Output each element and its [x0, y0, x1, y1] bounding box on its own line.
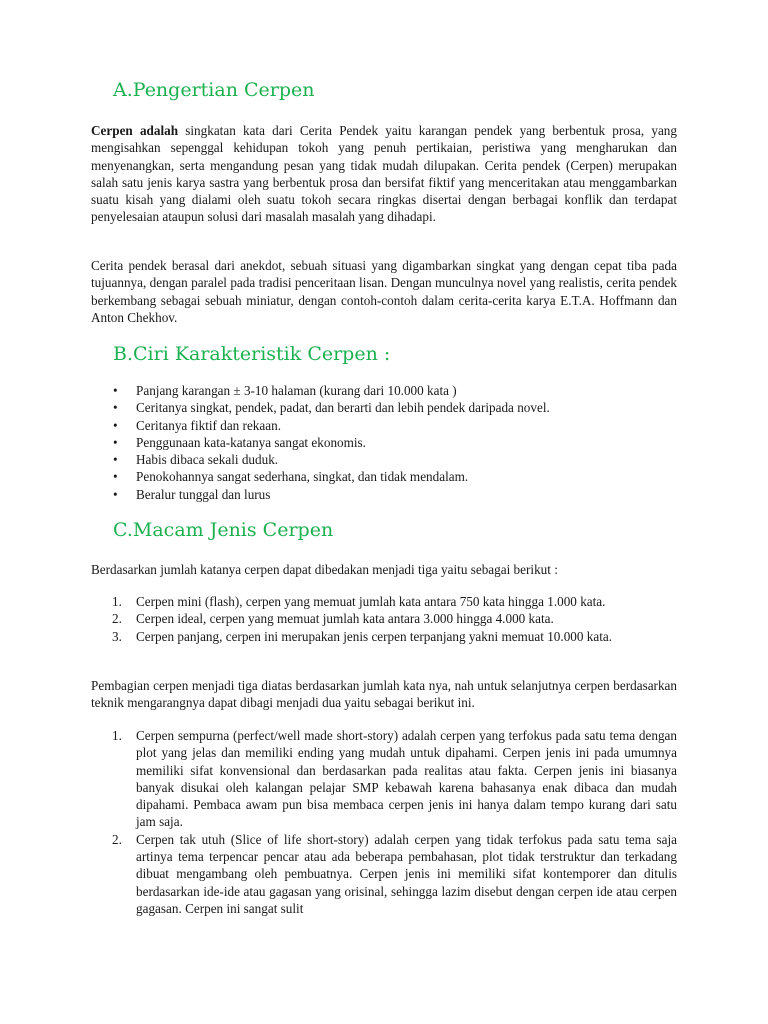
technique-list: [91, 727, 677, 917]
list-text: Cerpen panjang, cerpen ini merupakan jenis cerpen terpanjang yakni memuat 10.000 kata.: [136, 628, 613, 644]
list-text: Cerpen sempurna (perfect/well made short-story) adalah cerpen yang terfokus pada satu tema dengan plot yang jelas dan memiliki ending yang mudah untuk dipahami. Cerpen jenis ini pada umumnya memiliki sifat konvensional dan berdasarkan pada realitas atau fakta. Cerpen jenis ini biasanya banyak disukai oleh kalangan pelajar SMP kebawah karena bahasanya enak dibaca dan mudah dipahami. Pembaca awam pun bisa membaca cerpen jenis ini hanya dalam tempo kurang dari satu jam saja.: [136, 728, 677, 830]
list-number: 2.: [112, 831, 122, 847]
list-item: [91, 831, 677, 917]
list-item: [91, 628, 677, 645]
paragraph-jenis-intro: Berdasarkan jumlah katanya cerpen dapat dibedakan menjadi tiga yaitu sebagai berikut :: [91, 562, 558, 577]
paragraph-origin: Cerita pendek berasal dari anekdot, sebuah situasi yang digambarkan singkat yang dengan cepat tiba pada tujuannya, dengan paralel pada tradisi penceritaan lisan. Dengan munculnya novel yang realistis, cerita pendek berkembang sebagai sebuah miniatur, dengan contoh-contoh dalam cerita-cerita karya E.T.A. Hoffmann dan Anton Chekhov.: [91, 258, 677, 325]
list-item: • Ceritanya fiktif dan rekaan.: [91, 417, 677, 434]
list-number: 3.: [112, 628, 122, 644]
list-item: • Panjang karangan ± 3-10 halaman (kurang dari 10.000 kata ): [91, 382, 677, 399]
list-number: 1.: [112, 594, 122, 609]
list-text: Cerpen mini (flash), cerpen yang memuat jumlah kata antara 750 kata hingga 1.000 kata.: [136, 594, 606, 609]
list-item: • Habis dibaca sekali duduk.: [91, 451, 677, 468]
list-item: [91, 593, 677, 610]
list-number: 1.: [112, 728, 122, 743]
definition-text: singkatan kata dari Cerita Pendek yaitu karangan pendek yang berbentuk prosa, yang mengisahkan sepenggal kehidupan tokoh yang penuh pertikaian, peristiwa yang mengharukan dan menyenangkan, serta mengandung pesan yang tidak mudah dilupakan. Cerita pendek (Cerpen) merupakan salah satu jenis karya sastra yang berbentuk prosa dan bersifat fiktif yang menceritakan atau menggambarkan suatu kisah yang dialami oleh suatu tokoh secara ringkas disertai dengan berbagai konflik dan terdapat penyelesaian ataupun solusi dari masalah masalah yang dihadapi.: [91, 123, 677, 225]
ciri-bullet-list: [91, 382, 677, 503]
list-number: 2.: [112, 611, 122, 627]
heading-macam-jenis: C.Macam Jenis Cerpen: [113, 519, 334, 541]
paragraph-definition: [91, 122, 677, 226]
list-item: [91, 610, 677, 627]
list-item: • Penggunaan kata-katanya sangat ekonomis.: [91, 434, 677, 451]
paragraph-technique-intro: Pembagian cerpen menjadi tiga diatas berdasarkan jumlah kata nya, nah untuk selanjutnya cerpen berdasarkan teknik mengarangnya dapat dibagi menjadi dua yaitu sebagai berikut ini.: [91, 678, 677, 711]
heading-ciri: B.Ciri Karakteristik Cerpen :: [113, 343, 391, 365]
list-item: • Ceritanya singkat, pendek, padat, dan berarti dan lebih pendek daripada novel.: [91, 399, 677, 416]
list-item: • Beralur tunggal dan lurus: [91, 486, 677, 503]
list-item: • Penokohannya sangat sederhana, singkat, dan tidak mendalam.: [91, 468, 677, 485]
word-count-list: [91, 593, 677, 645]
term-cerpen-adalah: Cerpen adalah: [91, 123, 179, 138]
list-text: Cerpen tak utuh (Slice of life short-story) adalah cerpen yang tidak terfokus pada satu tema saja artinya tema terpencar pencar atau ada beberapa pembahasan, plot tidak terstruktur dan terkadang dibuat mengambang oleh pembuatnya. Cerpen jenis ini memiliki sifat kontemporer dan ditulis berdasarkan ide-ide atau gagasan yang orisinal, sehingga lazim disebut dengan cerpen ide atau cerpen gagasan. Cerpen ini sangat sulit: [136, 831, 677, 916]
list-text: Cerpen ideal, cerpen yang memuat jumlah kata antara 3.000 hingga 4.000 kata.: [136, 611, 554, 627]
list-item: [91, 727, 677, 831]
heading-pengertian: A.Pengertian Cerpen: [113, 79, 315, 101]
